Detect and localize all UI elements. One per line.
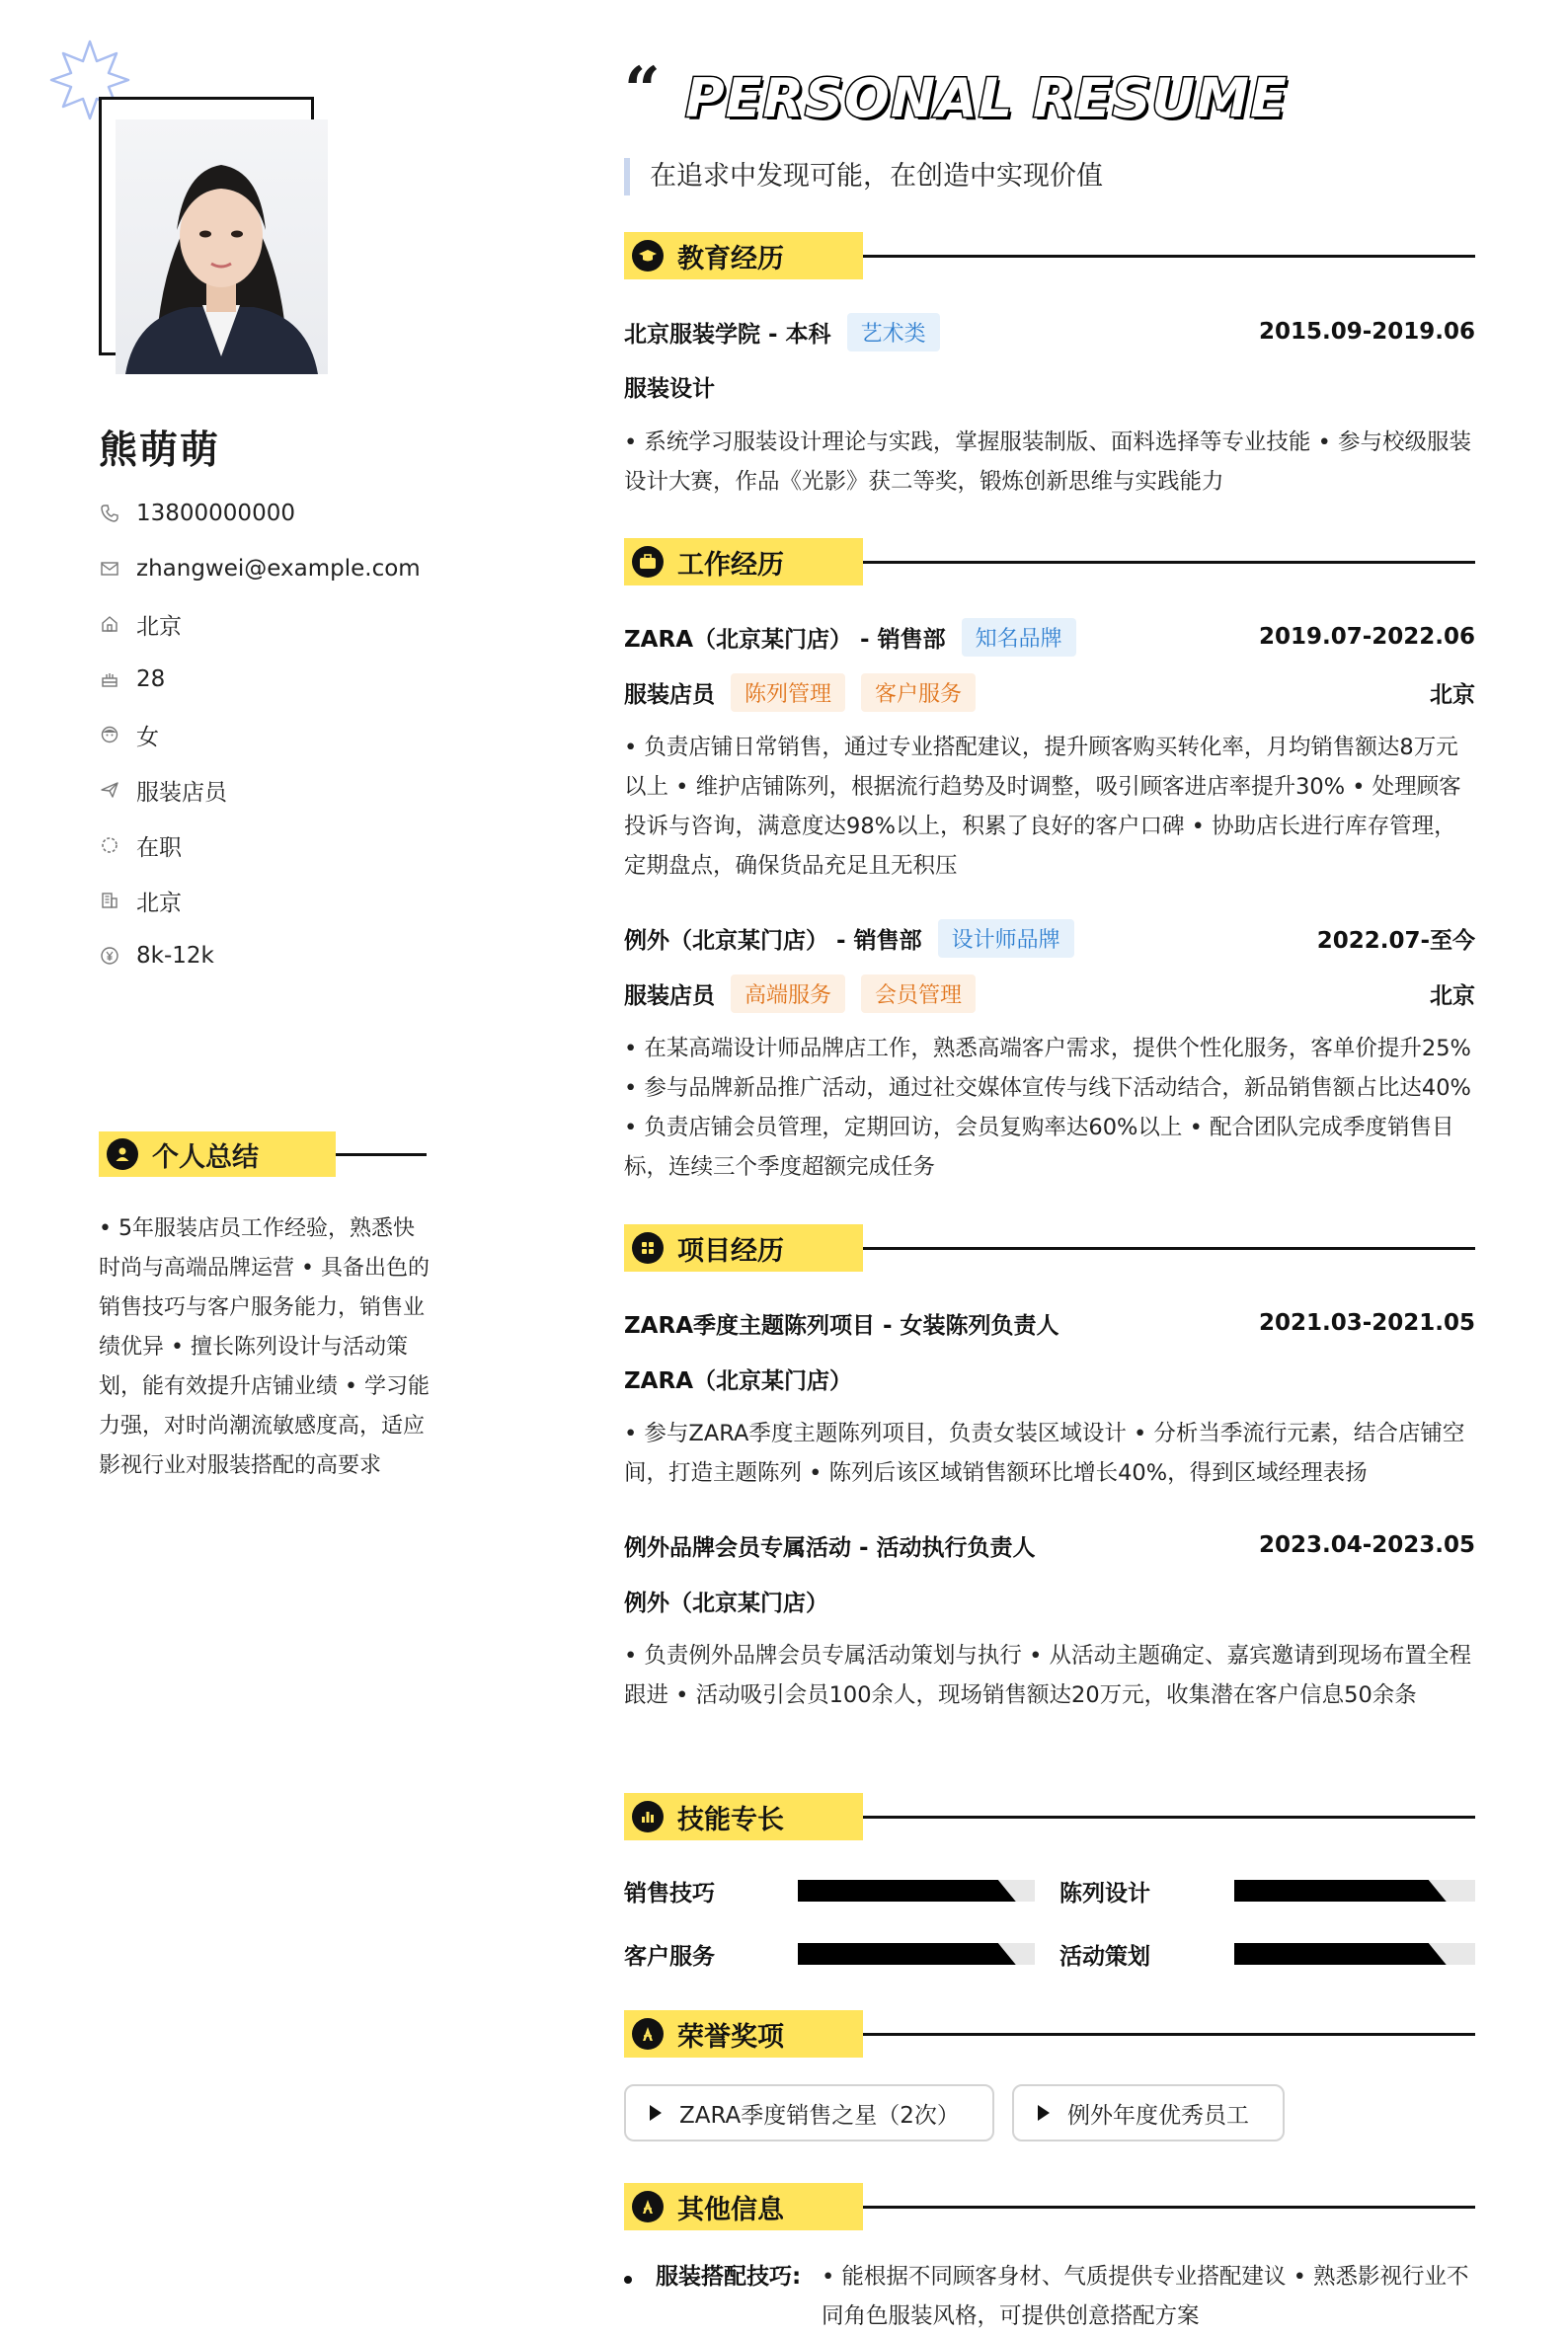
- position-value: 服装店员: [136, 779, 227, 806]
- job-2-date: 2022.07-至今: [1316, 927, 1475, 954]
- skill-4-label: 活动策划: [1059, 1944, 1150, 1970]
- awards-divider: [863, 2033, 1475, 2036]
- avatar: [116, 119, 328, 374]
- job-1-dept: - 销售部: [860, 626, 946, 653]
- projects-divider: [863, 1247, 1475, 1250]
- job-2-row: [624, 918, 1475, 958]
- play-icon: [1038, 2105, 1050, 2121]
- awards-title: 荣誉奖项: [677, 2021, 784, 2053]
- gender-value: 女: [136, 724, 159, 750]
- project-1-name: ZARA季度主题陈列项目 - 女装陈列负责人: [624, 1312, 1059, 1339]
- other-divider: [863, 2206, 1475, 2209]
- job-2-role: 服装店员: [624, 982, 715, 1009]
- email-icon: [99, 558, 120, 580]
- project-1-desc: • 参与ZARA季度主题陈列项目，负责女装区域设计 • 分析当季流行元素，结合店铺空间，打造主题陈列 • 陈列后该区域销售额环比增长40%，得到区域经理表扬: [624, 1421, 1465, 1486]
- award-icon: [632, 2018, 664, 2050]
- grid-icon: [632, 1232, 664, 1264]
- job-2-desc: • 在某高端设计师品牌店工作，熟悉高端客户需求，提供个性化服务，客单价提升25% • 参与品牌新品推广活动，通过社交媒体宣传与线下活动结合，新品销售额占比达40% • 负责店铺会员管理，定期回访，会员复购率达60%以上 • 配合团队完成季度销售目标，连续三个季度超额完成任务: [624, 1036, 1471, 1180]
- education-tag: 艺术类: [847, 313, 940, 351]
- info-position: [99, 770, 227, 810]
- summary-text: • 5年服装店员工作经验，熟悉快时尚与高端品牌运营 • 具备出色的销售技巧与客户服务能力，销售业绩优异 • 擅长陈列设计与活动策划，能有效提升店铺业绩 • 学习能力强，对时尚潮流敏感度高，适应影视行业对服装搭配的高要求: [99, 1216, 430, 1478]
- project-2-org-row: [624, 1581, 1475, 1620]
- skill-1-bar-fill: [798, 1880, 1016, 1902]
- skill-1-label: 销售技巧: [624, 1881, 715, 1907]
- skill-4-bar-fill: [1234, 1943, 1447, 1965]
- project-2-org: 例外（北京某门店）: [624, 1590, 828, 1616]
- graduation-cap-icon: [632, 240, 664, 272]
- school-name: 北京服装学院 - 本科: [624, 321, 831, 348]
- other-title: 其他信息: [677, 2194, 784, 2225]
- email-value: zhangwei@example.com: [136, 556, 421, 582]
- home-icon: [99, 613, 120, 635]
- work-section-header: [624, 538, 863, 585]
- job-1-tag: 知名品牌: [962, 618, 1076, 657]
- motto-accent-bar: [624, 158, 630, 195]
- awards-section-header: [624, 2010, 863, 2058]
- job-1-date: 2019.07-2022.06: [1258, 624, 1475, 650]
- other-key: 服装搭配技巧:: [656, 2264, 802, 2290]
- education-major-row: [624, 366, 1475, 406]
- projects-title: 项目经历: [677, 1235, 784, 1267]
- project-1-row: [624, 1303, 1475, 1343]
- skills-divider: [863, 1816, 1475, 1819]
- age-value: 28: [136, 666, 166, 692]
- cake-icon: [99, 668, 120, 690]
- job-1-skill-1: 陈列管理: [731, 673, 845, 712]
- info-city: [99, 881, 182, 920]
- project-2-name: 例外品牌会员专属活动 - 活动执行负责人: [624, 1534, 1036, 1561]
- summary-divider: [336, 1153, 427, 1156]
- job-2-skill-1: 高端服务: [731, 974, 845, 1013]
- education-major: 服装设计: [624, 375, 715, 402]
- project-1-date: 2021.03-2021.05: [1258, 1310, 1475, 1336]
- work-title: 工作经历: [677, 549, 784, 581]
- education-title: 教育经历: [677, 243, 784, 274]
- yen-icon: [99, 945, 120, 967]
- work-divider: [863, 561, 1475, 564]
- briefcase-icon: [632, 546, 664, 578]
- job-1-company: ZARA（北京某门店）: [624, 626, 852, 653]
- job-1-role: 服装店员: [624, 681, 715, 708]
- bullet-dot: [624, 2276, 632, 2284]
- skill-3-label: 客户服务: [624, 1944, 715, 1970]
- skill-1-bar: [798, 1880, 1035, 1902]
- job-1-row: [624, 617, 1475, 657]
- summary-section-header: [99, 1131, 336, 1177]
- job-2-role-row: [624, 973, 1475, 1013]
- info-age: [99, 660, 165, 699]
- skills-title: 技能专长: [677, 1804, 784, 1835]
- job-2-company: 例外（北京某门店）: [624, 927, 828, 954]
- send-icon: [99, 779, 120, 801]
- project-1-org-row: [624, 1359, 1475, 1398]
- user-icon: [107, 1138, 138, 1170]
- award-chip-1: [624, 2084, 994, 2141]
- award-2-text: 例外年度优秀员工: [1067, 2102, 1249, 2129]
- building-icon: [99, 890, 120, 911]
- info-email: [99, 549, 421, 588]
- status-value: 在职: [136, 834, 182, 861]
- skill-3-bar: [798, 1943, 1035, 1965]
- job-2-skill-2: 会员管理: [861, 974, 976, 1013]
- skill-2-bar: [1234, 1880, 1475, 1902]
- info-salary: [99, 936, 214, 975]
- job-2-dept: - 销售部: [836, 927, 922, 954]
- motto: 在追求中发现可能，在创造中实现价值: [650, 161, 1103, 192]
- info-home: [99, 604, 182, 644]
- info-status: [99, 825, 182, 865]
- resume-title: PERSONAL RESUME: [685, 67, 1288, 129]
- job-1-role-row: [624, 672, 1475, 712]
- job-2-tag: 设计师品牌: [938, 919, 1074, 958]
- job-1-skill-2: 客户服务: [861, 673, 976, 712]
- play-icon: [650, 2105, 662, 2121]
- education-row: [624, 312, 1475, 351]
- skills-section-header: [624, 1793, 863, 1840]
- skill-3-bar-fill: [798, 1943, 1016, 1965]
- phone-icon: [99, 503, 120, 524]
- projects-section-header: [624, 1224, 863, 1272]
- phone-value: 13800000000: [136, 501, 295, 526]
- face-icon: [99, 724, 120, 745]
- project-1-org: ZARA（北京某门店）: [624, 1367, 852, 1394]
- info-phone: [99, 494, 295, 533]
- award-1-text: ZARA季度销售之星（2次）: [679, 2102, 960, 2129]
- job-2-city: 北京: [1430, 982, 1475, 1009]
- city-value: 北京: [136, 890, 182, 916]
- status-icon: [99, 834, 120, 856]
- salary-value: 8k-12k: [136, 943, 214, 969]
- skill-2-label: 陈列设计: [1059, 1881, 1150, 1907]
- education-date: 2015.09-2019.06: [1258, 319, 1475, 345]
- info-gender: [99, 715, 159, 754]
- quote-mark-icon: “: [624, 53, 661, 127]
- home-value: 北京: [136, 613, 182, 640]
- education-divider: [863, 255, 1475, 258]
- education-desc: • 系统学习服装设计理论与实践，掌握服装制版、面料选择等专业技能 • 参与校级服装设计大赛，作品《光影》获二等奖，锻炼创新思维与实践能力: [624, 429, 1472, 495]
- project-2-row: [624, 1525, 1475, 1565]
- education-section-header: [624, 232, 863, 279]
- other-text: • 能根据不同顾客身材、气质提供专业搭配建议 • 熟悉影视行业不同角色服装风格，可提供创意搭配方案: [822, 2264, 1469, 2329]
- skill-2-bar-fill: [1234, 1880, 1447, 1902]
- candidate-name: 熊萌萌: [99, 428, 221, 473]
- project-2-desc: • 负责例外品牌会员专属活动策划与执行 • 从活动主题确定、嘉宾邀请到现场布置全程跟进 • 活动吸引会员100余人，现场销售额达20万元，收集潜在客户信息50余条: [624, 1643, 1472, 1708]
- award-icon: [632, 2191, 664, 2222]
- summary-title: 个人总结: [152, 1141, 259, 1173]
- skill-4-bar: [1234, 1943, 1475, 1965]
- project-2-date: 2023.04-2023.05: [1258, 1532, 1475, 1558]
- job-1-desc: • 负责店铺日常销售，通过专业搭配建议，提升顾客购买转化率，月均销售额达8万元以上 • 维护店铺陈列，根据流行趋势及时调整，吸引顾客进店率提升30% • 处理顾客投诉与咨询，满意度达98%以上，积累了良好的客户口碑 • 协助店长进行库存管理，定期盘点，确保货品充足且无积压: [624, 735, 1461, 879]
- job-1-city: 北京: [1430, 681, 1475, 708]
- other-section-header: [624, 2183, 863, 2230]
- bar-chart-icon: [632, 1801, 664, 1832]
- award-chip-2: [1012, 2084, 1285, 2141]
